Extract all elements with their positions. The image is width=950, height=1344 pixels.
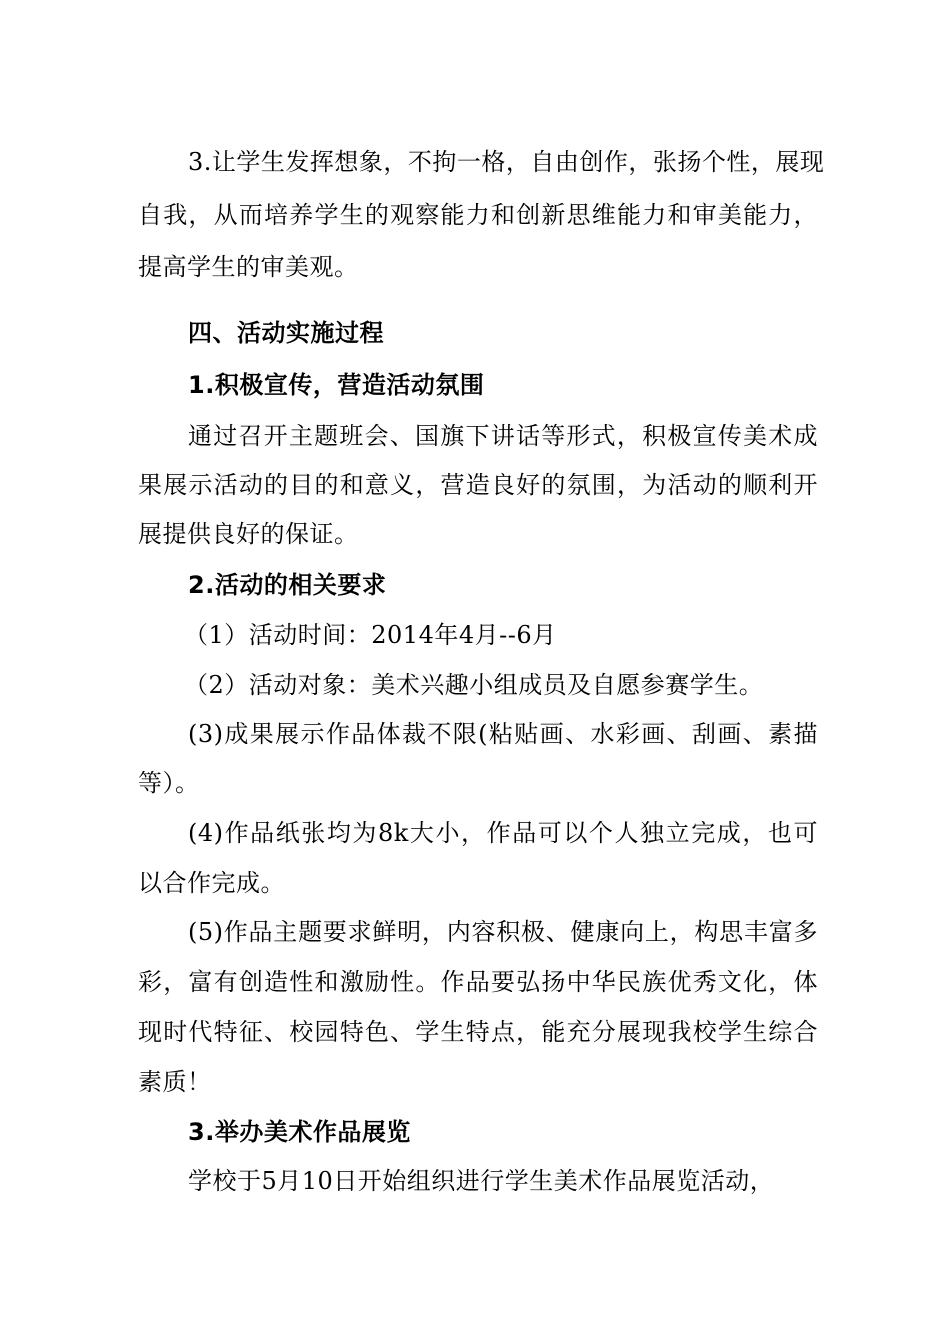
paragraph-line: 通过召开主题班会、国旗下讲话等形式，积极宣传美术成 [188,422,818,450]
list-item: (3)成果展示作品体裁不限(粘贴画、水彩画、刮画、素描 [188,720,818,748]
list-item: （1）活动时间：2014年4月--6月 [184,621,557,649]
section-heading: 四、活动实施过程 [188,319,384,347]
list-item-continuation: 彩，富有创造性和激励性。作品要弘扬中华民族优秀文化，体 [138,968,818,996]
paragraph-line: 3.让学生发挥想象，不拘一格，自由创作，张扬个性，展现 [188,148,825,176]
paragraph-line: 展提供良好的保证。 [138,520,359,548]
list-item: (4)作品纸张均为8k大小，作品可以个人独立完成，也可 [188,819,818,847]
list-item-continuation: 以合作完成。 [138,869,285,897]
paragraph-line: 学校于5月10日开始组织进行学生美术作品展览活动， [188,1167,775,1195]
paragraph-line: 自我，从而培养学生的观察能力和创新思维能力和审美能力， [138,201,818,229]
list-item-continuation: 等）。 [138,769,200,797]
subsection-heading: 3.举办美术作品展览 [188,1118,411,1146]
subsection-heading: 1.积极宣传，营造活动氛围 [188,371,485,399]
paragraph-line: 提高学生的审美观。 [138,253,359,281]
list-item-continuation: 素质！ [138,1068,212,1096]
list-item: (5)作品主题要求鲜明，内容积极、健康向上，构思丰富多 [188,918,818,946]
list-item: （2）活动对象：美术兴趣小组成员及自愿参赛学生。 [184,671,764,699]
subsection-heading: 2.活动的相关要求 [188,571,387,599]
paragraph-line: 果展示活动的目的和意义，营造良好的氛围，为活动的顺利开 [138,471,818,499]
list-item-continuation: 现时代特征、校园特色、学生特点，能充分展现我校学生综合 [138,1018,818,1046]
